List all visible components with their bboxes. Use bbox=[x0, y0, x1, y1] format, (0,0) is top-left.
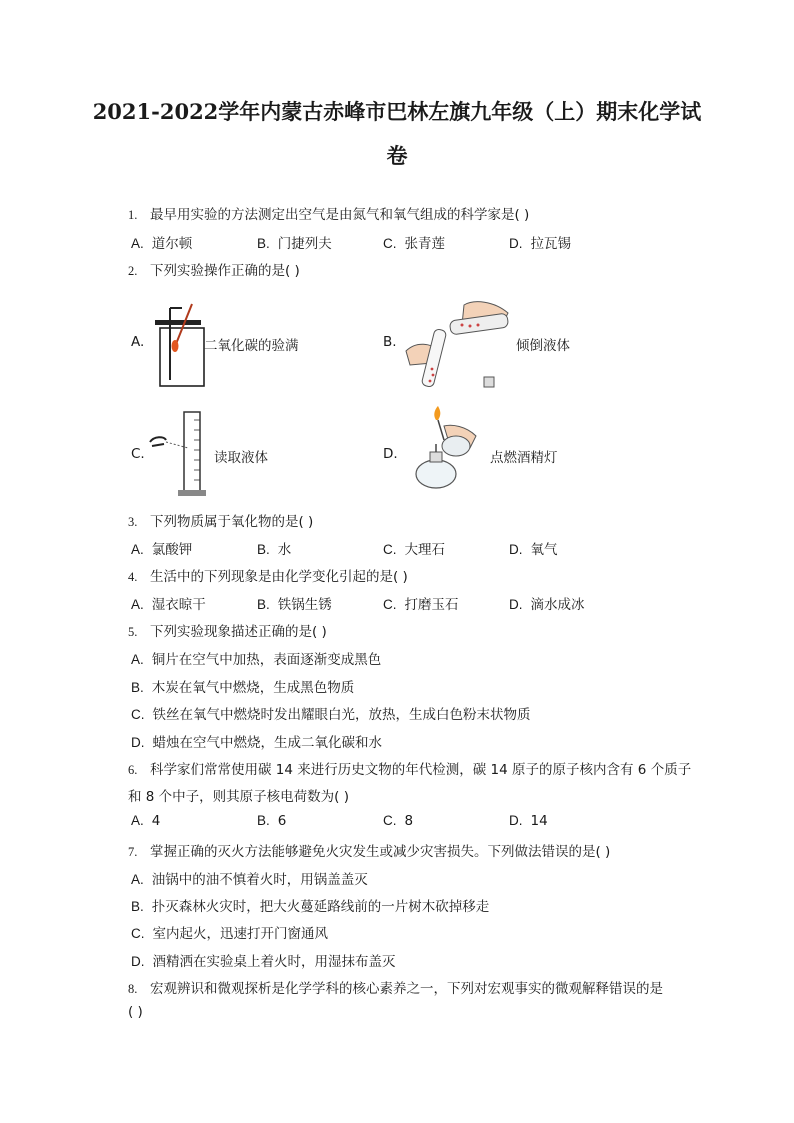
question-4-stem bbox=[128, 565, 408, 585]
question-4-option-a[interactable]: A. 湿衣晾干 bbox=[131, 597, 206, 613]
read-liquid-figure bbox=[148, 408, 212, 498]
question-3-number: 3. bbox=[128, 515, 138, 529]
question-2-option-d-label: 点燃酒精灯 bbox=[490, 450, 558, 466]
question-2-option-b-letter[interactable]: B. bbox=[383, 334, 397, 350]
question-7-option-d[interactable]: D. 酒精洒在实验桌上着火时，用湿抹布盖灭 bbox=[131, 954, 396, 970]
question-6-number: 6. bbox=[128, 763, 138, 777]
question-2-option-c-letter[interactable]: C. bbox=[131, 446, 145, 462]
question-7-option-b[interactable]: B. 扑灭森林火灾时，把大火蔓延路线前的一片树木砍掉移走 bbox=[131, 899, 490, 915]
question-2-stem bbox=[128, 259, 300, 279]
question-3-text: 下列物质属于氧化物的是( ) bbox=[150, 514, 314, 530]
question-2-option-d-letter[interactable]: D. bbox=[383, 446, 398, 462]
question-7-option-a[interactable]: A. 油锅中的油不慎着火时，用锅盖盖灭 bbox=[131, 872, 368, 888]
question-5-option-b[interactable]: B. 木炭在氧气中燃烧，生成黑色物质 bbox=[131, 680, 355, 696]
question-8-stem-continued: ( ) bbox=[128, 1004, 143, 1020]
question-3-stem bbox=[128, 510, 313, 530]
question-2-option-a-label: 二氧化碳的验满 bbox=[204, 338, 299, 354]
question-5-text: 下列实验现象描述正确的是( ) bbox=[150, 624, 327, 640]
question-1-stem bbox=[128, 203, 529, 223]
question-5-number: 5. bbox=[128, 625, 138, 639]
question-3-option-c[interactable]: C. 大理石 bbox=[383, 542, 445, 558]
question-7-number: 7. bbox=[128, 845, 138, 859]
question-3-option-d[interactable]: D. 氧气 bbox=[509, 542, 558, 558]
question-1-option-a[interactable]: A. 道尔顿 bbox=[131, 236, 193, 252]
question-1-option-c[interactable]: C. 张青莲 bbox=[383, 236, 445, 252]
question-2-number: 2. bbox=[128, 264, 138, 278]
question-1-option-d[interactable]: D. 拉瓦锡 bbox=[509, 236, 571, 252]
light-alcohol-lamp-figure bbox=[404, 406, 490, 494]
question-8-number: 8. bbox=[128, 982, 138, 996]
question-7-option-c[interactable]: C. 室内起火，迅速打开门窗通风 bbox=[131, 926, 328, 942]
question-6-stem bbox=[128, 758, 691, 778]
question-6-option-c[interactable]: C. 8 bbox=[383, 813, 414, 829]
exam-title-line1: 2021-2022学年内蒙古赤峰市巴林左旗九年级（上）期末化学试 bbox=[92, 99, 702, 124]
question-6-option-a[interactable]: A. 4 bbox=[131, 813, 161, 829]
question-6-stem-continued: 和 8 个中子，则其原子核电荷数为( ) bbox=[128, 789, 349, 805]
question-8-stem bbox=[128, 977, 663, 997]
question-1-option-b[interactable]: B. 门捷列夫 bbox=[257, 236, 332, 252]
exam-title-line2: 卷 bbox=[386, 143, 408, 168]
co2-test-figure bbox=[150, 300, 210, 390]
pour-liquid-figure bbox=[402, 295, 522, 395]
question-4-option-b[interactable]: B. 铁锅生锈 bbox=[257, 597, 332, 613]
question-4-option-c[interactable]: C. 打磨玉石 bbox=[383, 597, 459, 613]
question-4-number: 4. bbox=[128, 570, 138, 584]
question-2-option-b-label: 倾倒液体 bbox=[516, 338, 570, 354]
question-2-option-a-letter[interactable]: A. bbox=[131, 334, 145, 350]
question-5-option-d[interactable]: D. 蜡烛在空气中燃烧，生成二氧化碳和水 bbox=[131, 735, 382, 751]
question-6-option-d[interactable]: D. 14 bbox=[509, 813, 548, 829]
question-5-option-c[interactable]: C. 铁丝在氧气中燃烧时发出耀眼白光，放热，生成白色粉末状物质 bbox=[131, 707, 531, 723]
question-6-text: 科学家们常常使用碳 14 来进行历史文物的年代检测，碳 14 原子的原子核内含有 6 个质子 bbox=[150, 762, 692, 778]
question-7-stem bbox=[128, 840, 610, 860]
question-3-option-b[interactable]: B. 水 bbox=[257, 542, 292, 558]
question-2-text: 下列实验操作正确的是( ) bbox=[150, 263, 300, 279]
question-7-text: 掌握正确的灭火方法能够避免火灾发生或减少灾害损失。下列做法错误的是( ) bbox=[150, 844, 611, 860]
question-6-option-b[interactable]: B. 6 bbox=[257, 813, 287, 829]
question-5-option-a[interactable]: A. 铜片在空气中加热，表面逐渐变成黑色 bbox=[131, 652, 382, 668]
question-3-option-a[interactable]: A. 氯酸钾 bbox=[131, 542, 193, 558]
question-2-option-c-label: 读取液体 bbox=[214, 450, 268, 466]
question-5-stem bbox=[128, 620, 327, 640]
question-1-number: 1. bbox=[128, 208, 138, 222]
question-4-option-d[interactable]: D. 滴水成冰 bbox=[509, 597, 585, 613]
question-1-text: 最早用实验的方法测定出空气是由氮气和氧气组成的科学家是( ) bbox=[150, 207, 530, 223]
question-8-text: 宏观辨识和微观探析是化学学科的核心素养之一，下列对宏观事实的微观解释错误的是 bbox=[150, 981, 663, 997]
question-4-text: 生活中的下列现象是由化学变化引起的是( ) bbox=[150, 569, 408, 585]
